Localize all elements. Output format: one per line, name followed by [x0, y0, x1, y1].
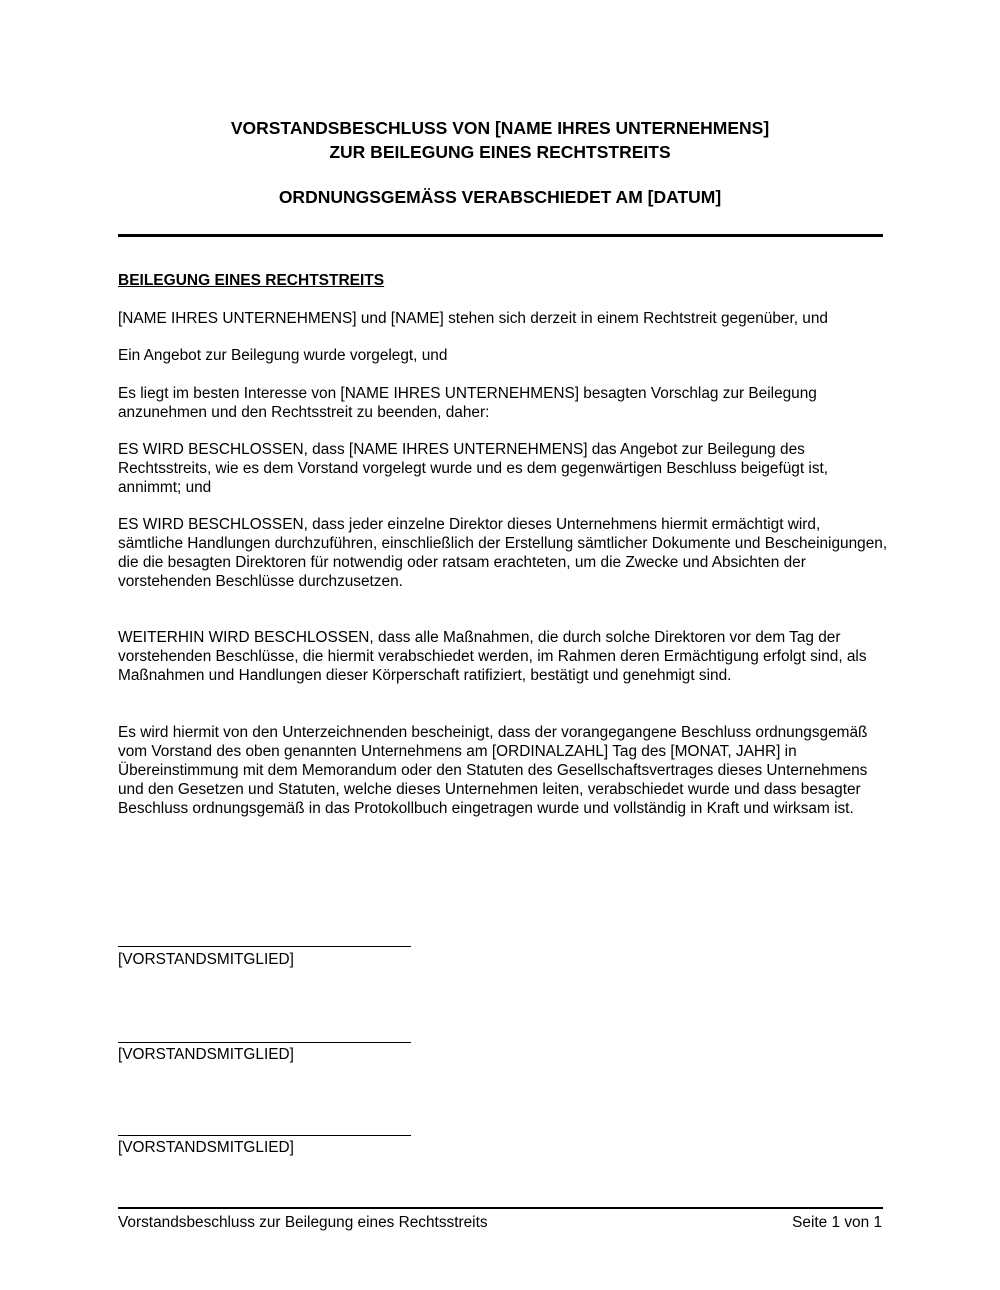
- footer-divider: [118, 1207, 883, 1209]
- header-divider: [118, 234, 883, 237]
- document-subtitle: ORDNUNGSGEMÄSS VERABSCHIEDET AM [DATUM]: [278, 187, 722, 207]
- paragraph-2: Ein Angebot zur Beilegung wurde vorgelegt, und: [118, 347, 448, 364]
- footer-document-name: Vorstandsbeschluss zur Beilegung eines Rechtsstreits: [118, 1214, 488, 1231]
- signature-label-1: [VORSTANDSMITGLIED]: [118, 951, 294, 968]
- paragraph-5: ES WIRD BESCHLOSSEN, dass jeder einzelne Direktor dieses Unternehmens hiermit ermächtigt wird, sämtliche Handlungen durchzuführen, einschließlich der Erstellung sämtlicher Dokumente und Bescheinigungen, die die besagten Direktoren für notwendig oder ratsam erachteten, um die Zwecke und Absichten der vorstehenden Beschlüsse durchzusetzen.: [118, 516, 888, 590]
- paragraph-7: Es wird hiermit von den Unterzeichnenden bescheinigt, dass der vorangegangene Beschluss ordnungsgemäß vom Vorstand des oben genannten Unternehmens am [ORDINALZAHL] Tag des [MONAT, JAHR] in Übereinstimmung mit dem Memorandum oder den Statuten des Gesellschaftsvertrages dieses Unternehmens und den Gesetzen und Statuten, welche dieses Unternehmen leiten, verabschiedet wurde und dass besagter Beschluss ordnungsgemäß in das Protokollbuch eingetragen wurde und vollständig in Kraft und wirksam ist.: [118, 724, 868, 817]
- document-title-line-2: ZUR BEILEGUNG EINES RECHTSTREITS: [329, 142, 671, 162]
- signature-label-2: [VORSTANDSMITGLIED]: [118, 1046, 294, 1063]
- signature-line-1: [118, 946, 411, 947]
- paragraph-3: Es liegt im besten Interesse von [NAME IHRES UNTERNEHMENS] besagten Vorschlag zur Beilegung anzunehmen und den Rechtsstreit zu beenden, daher:: [118, 385, 817, 421]
- paragraph-6: WEITERHIN WIRD BESCHLOSSEN, dass alle Maßnahmen, die durch solche Direktoren vor dem Tag der vorstehenden Beschlüsse, die hiermit verabschiedet werden, im Rahmen deren Ermächtigung erfolgt sind, als Maßnahmen und Handlungen dieser Körperschaft ratifiziert, bestätigt und genehmigt sind.: [118, 629, 867, 684]
- signature-line-2: [118, 1042, 411, 1043]
- document-title-line-1: VORSTANDSBESCHLUSS VON [NAME IHRES UNTERNEHMENS]: [230, 118, 770, 138]
- signature-line-3: [118, 1135, 411, 1136]
- paragraph-4: ES WIRD BESCHLOSSEN, dass [NAME IHRES UNTERNEHMENS] das Angebot zur Beilegung des Rechtsstreits, wie es dem Vorstand vorgelegt wurde und es dem gegenwärtigen Beschluss beigefügt ist, annimmt; und: [118, 441, 829, 496]
- paragraph-1: [NAME IHRES UNTERNEHMENS] und [NAME] stehen sich derzeit in einem Rechtstreit gegenüber, und: [118, 310, 828, 327]
- footer-page-number: Seite 1 von 1: [792, 1214, 882, 1231]
- signature-label-3: [VORSTANDSMITGLIED]: [118, 1139, 294, 1156]
- section-heading: BEILEGUNG EINES RECHTSTREITS: [118, 272, 385, 289]
